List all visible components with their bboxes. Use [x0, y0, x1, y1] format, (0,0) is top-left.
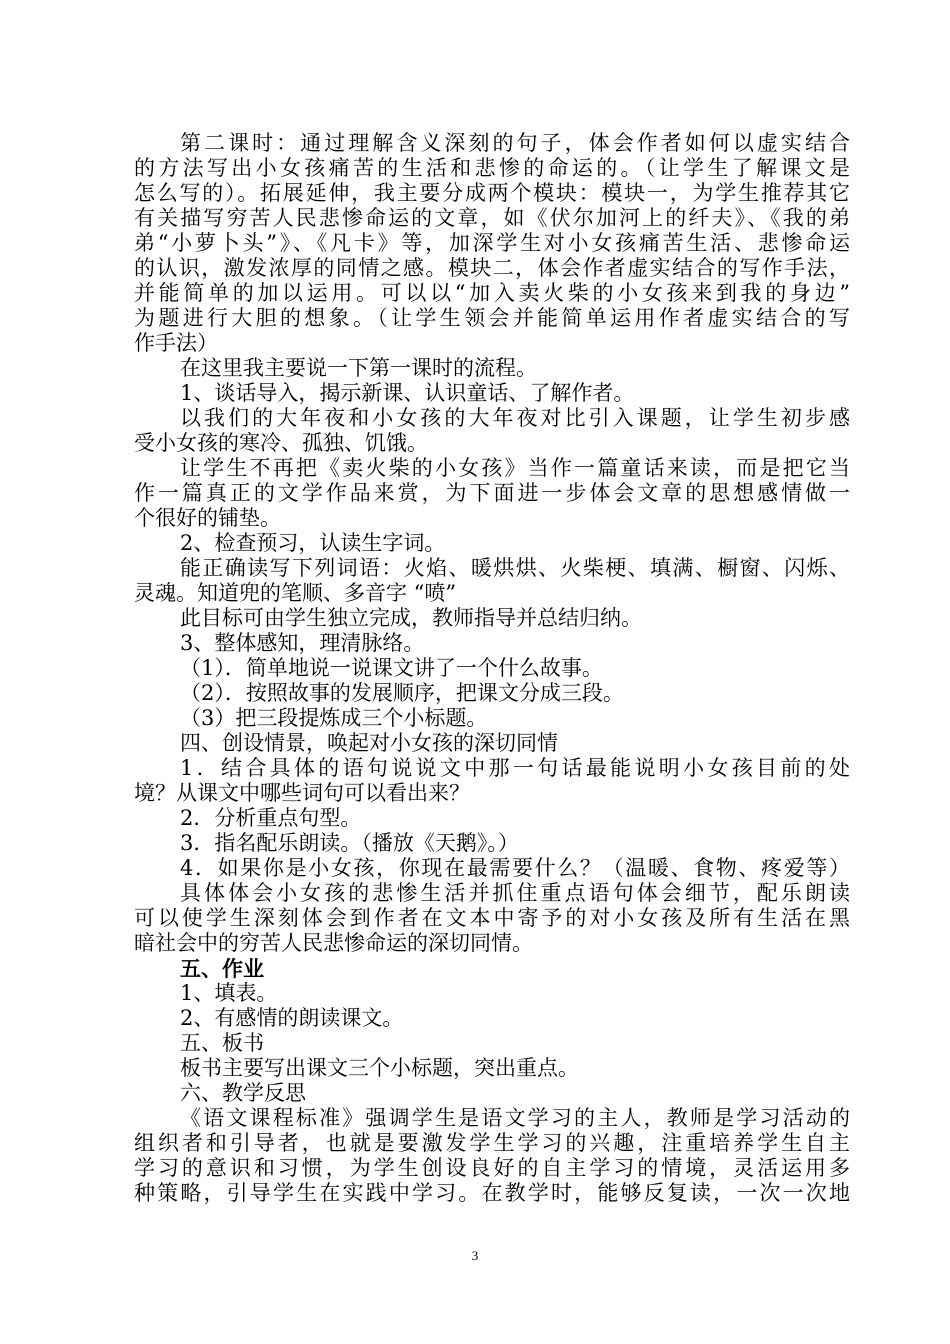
text-line: 能正确读写下列词语：火焰、暖烘烘、火柴梗、填满、橱窗、闪烁、: [180, 556, 850, 580]
text-line: 1、谈话导入，揭示新课、认识童话、了解作者。: [180, 381, 635, 405]
text-line: 有关描写穷苦人民悲惨命运的文章，如《伏尔加河上的纤夫》、《我的弟: [134, 206, 850, 230]
section-heading: 五、板书: [180, 1031, 264, 1055]
text-line: 个很好的铺垫。: [134, 506, 281, 530]
text-line: 种策略，引导学生在实践中学习。在教学时，能够反复读，一次一次地: [134, 1181, 850, 1205]
text-line: 让学生不再把《卖火柴的小女孩》当作一篇童话来读，而是把它当: [180, 456, 850, 480]
text-line: 并能简单的加以运用。可以以“加入卖火柴的小女孩来到我的身边”: [134, 281, 850, 305]
text-line: 弟“小萝卜头”》、《凡卡》等，加深学生对小女孩痛苦生活、悲惨命运: [134, 231, 850, 255]
text-line: 怎么写的）。拓展延伸，我主要分成两个模块：模块一，为学生推荐其它: [134, 181, 850, 205]
text-line: （3）把三段提炼成三个小标题。: [180, 706, 488, 730]
text-line: 的方法写出小女孩痛苦的生活和悲惨的命运的。（让学生了解课文是: [134, 156, 850, 180]
text-line: 1、填表。: [180, 981, 278, 1005]
section-heading: 四、创设情景，唤起对小女孩的深切同情: [180, 731, 558, 755]
text-line: 组织者和引导者，也就是要激发学生学习的兴趣，注重培养学生自主: [134, 1131, 850, 1155]
document-body: [134, 131, 850, 1206]
text-line: （1）．简单地说一说课文讲了一个什么故事。: [180, 656, 603, 680]
text-line: 《语文课程标准》强调学生是语文学习的主人，教师是学习活动的: [180, 1106, 850, 1130]
text-line: 灵魂。知道兜的笔顺、多音字 “喷”: [134, 581, 457, 605]
section-heading-bold: 五、作业: [180, 956, 264, 981]
text-line: 2．分析重点句型。: [180, 806, 362, 830]
text-line: 可以使学生深刻体会到作者在文本中寄予的对小女孩及所有生活在黑: [134, 906, 850, 930]
text-line: 境？从课文中哪些词句可以看出来？: [134, 781, 470, 805]
text-line: 具体体会小女孩的悲惨生活并抓住重点语句体会细节，配乐朗读: [180, 881, 850, 905]
text-line: 3、整体感知，理清脉络。: [180, 631, 425, 655]
text-line: 作一篇真正的文学作品来赏，为下面进一步体会文章的思想感情做一: [134, 481, 850, 505]
text-line: 在这里我主要说一下第一课时的流程。: [180, 356, 537, 380]
text-line: 为题进行大胆的想象。（让学生领会并能简单运用作者虚实结合的写: [134, 306, 850, 330]
text-line: 板书主要写出课文三个小标题，突出重点。: [180, 1056, 579, 1080]
text-line: 2、有感情的朗读课文。: [180, 1006, 404, 1030]
text-line: 作手法）: [134, 331, 218, 355]
text-line: 的认识，激发浓厚的同情之感。模块二，体会作者虚实结合的写作手法，: [134, 256, 850, 280]
section-heading: 六、教学反思: [180, 1081, 306, 1105]
text-line: 暗社会中的穷苦人民悲惨命运的深切同情。: [134, 931, 533, 955]
text-line: 此目标可由学生独立完成，教师指导并总结归纳。: [180, 606, 642, 630]
text-line: 第二课时：通过理解含义深刻的句子，体会作者如何以虚实结合: [180, 131, 850, 155]
text-line: （2）．按照故事的发展顺序，把课文分成三段。: [180, 681, 624, 705]
text-line: 2、检查预习，认读生字词。: [180, 531, 446, 555]
text-line: 以我们的大年夜和小女孩的大年夜对比引入课题，让学生初步感: [180, 406, 850, 430]
text-line: 学习的意识和习惯，为学生创设良好的自主学习的情境，灵活运用多: [134, 1156, 850, 1180]
text-line: 3．指名配乐朗读。（播放《天鹅》。）: [180, 831, 519, 855]
text-line: 受小女孩的寒冷、孤独、饥饿。: [134, 431, 428, 455]
page-number: 3: [471, 1248, 479, 1263]
text-line: 4．如果你是小女孩，你现在最需要什么？（温暖、食物、疼爱等）: [180, 856, 850, 880]
text-line: 1．结合具体的语句说说文中那一句话最能说明小女孩目前的处: [180, 756, 850, 780]
